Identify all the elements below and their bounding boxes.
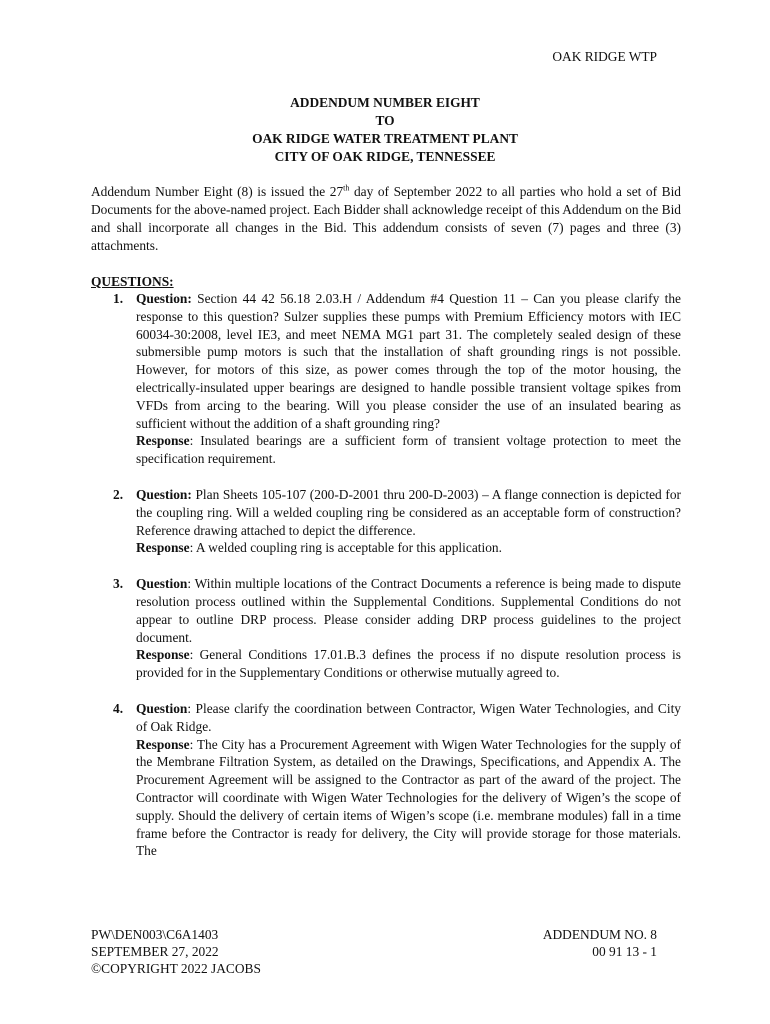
question-text: : Please clarify the coordination between Contractor, Wigen Water Technologies, and City of Oak Ridge. [136, 700, 681, 734]
questions-heading: QUESTIONS: [91, 274, 174, 289]
response-text: : The City has a Procurement Agreement with Wigen Water Technologies for the supply of the Membrane Filtration System, as detailed on the Drawings, Specifications, and Appendix A. The Procurement Agreement will be assigned to the Contractor as part of the award of the project. The Contractor will coordinate with Wigen Water Technologies for the delivery of Wigen’s the scope of supply. Should the delivery of certain items of Wigen’s scope (i.e. membrane modules) fall in a time frame before the Contractor is ready for delivery, the City will provide storage for those materials. The [136, 736, 681, 859]
footer-page-number: 00 91 13 - 1 [592, 944, 657, 959]
question-text: Plan Sheets 105-107 (200-D-2001 thru 200-D-2003) – A flange connection is depicted for the coupling ring. Will a welded coupling ring be considered as an acceptable form of construction? Reference drawing attached to depict the difference. [136, 486, 681, 538]
response-label: Response [136, 540, 190, 556]
footer-left [91, 926, 261, 977]
footer-file-path: PW\DEN003\C6A1403 [91, 927, 219, 942]
response-text: : Insulated bearings are a sufficient form of transient voltage protection to meet the specification requirement. [136, 433, 681, 467]
question-number: 1. [113, 291, 124, 306]
question-number: 4. [113, 700, 124, 716]
document-title [0, 94, 770, 166]
intro-paragraph [91, 183, 681, 255]
title-line-2: TO [375, 113, 395, 128]
intro-text-before: Addendum Number Eight (8) is issued the 27 [91, 184, 344, 199]
question-number: 3. [113, 576, 124, 592]
question-label: Question [136, 700, 188, 716]
intro-superscript: th [343, 183, 350, 193]
footer-copyright: ©COPYRIGHT 2022 JACOBS [91, 961, 261, 976]
question-item [91, 290, 681, 468]
intro-text-after: day of September 2022 to all parties who hold a set of Bid Documents for the above-named project. Each Bidder shall acknowledge receipt of this Addendum on the Bid and shall incorporate all changes in the Bid. This addendum consists of seven (7) pages and three (3) attachments. [91, 184, 681, 253]
question-label: Question: [136, 291, 192, 306]
title-line-4: CITY OF OAK RIDGE, TENNESSEE [274, 149, 496, 164]
question-item [91, 700, 681, 860]
question-label: Question: [136, 486, 192, 502]
question-number: 2. [113, 486, 124, 502]
question-item [91, 486, 681, 557]
response-label: Response [136, 647, 190, 663]
title-line-1: ADDENDUM NUMBER EIGHT [290, 95, 480, 110]
questions-list [91, 290, 681, 878]
response-label: Response [136, 433, 190, 449]
footer-addendum-number: ADDENDUM NO. 8 [542, 927, 657, 942]
question-item [91, 575, 681, 682]
footer-date: SEPTEMBER 27, 2022 [91, 944, 219, 959]
question-text: Section 44 42 56.18 2.03.H / Addendum #4 Question 11 – Can you please clarify the response to this question? Sulzer supplies these pumps with Premium Efficiency motors with IEC 60034-30:2008, level IE3, and meet NEMA MG1 part 31. The completely sealed design of these submersible pump motors is such that the installation of shaft grounding rings is not possible. However, for motors of this size, as power comes through the top of the motor housing, the electrically-insulated upper bearings are designed to handle possible transient voltage spikes from VFDs from arcing to the bearing. Will you please consider the use of an insulated bearing as sufficient without the addition of a shaft grounding ring? [136, 291, 681, 431]
title-line-3: OAK RIDGE WATER TREATMENT PLANT [252, 131, 518, 146]
response-label: Response [136, 736, 190, 752]
response-text: : A welded coupling ring is acceptable for this application. [189, 540, 502, 556]
footer-right [543, 926, 657, 960]
header-project: OAK RIDGE WTP [552, 49, 657, 64]
question-label: Question [136, 576, 188, 592]
response-text: : General Conditions 17.01.B.3 defines the process if no dispute resolution process is provided for in the Supplementary Conditions or otherwise mutually agreed to. [136, 647, 681, 681]
question-text: : Within multiple locations of the Contract Documents a reference is being made to dispute resolution process outlined within the Supplemental Conditions. Supplemental Conditions do not appear to outline DRP process. Please consider adding DRP process guidelines to the project document. [136, 576, 681, 645]
